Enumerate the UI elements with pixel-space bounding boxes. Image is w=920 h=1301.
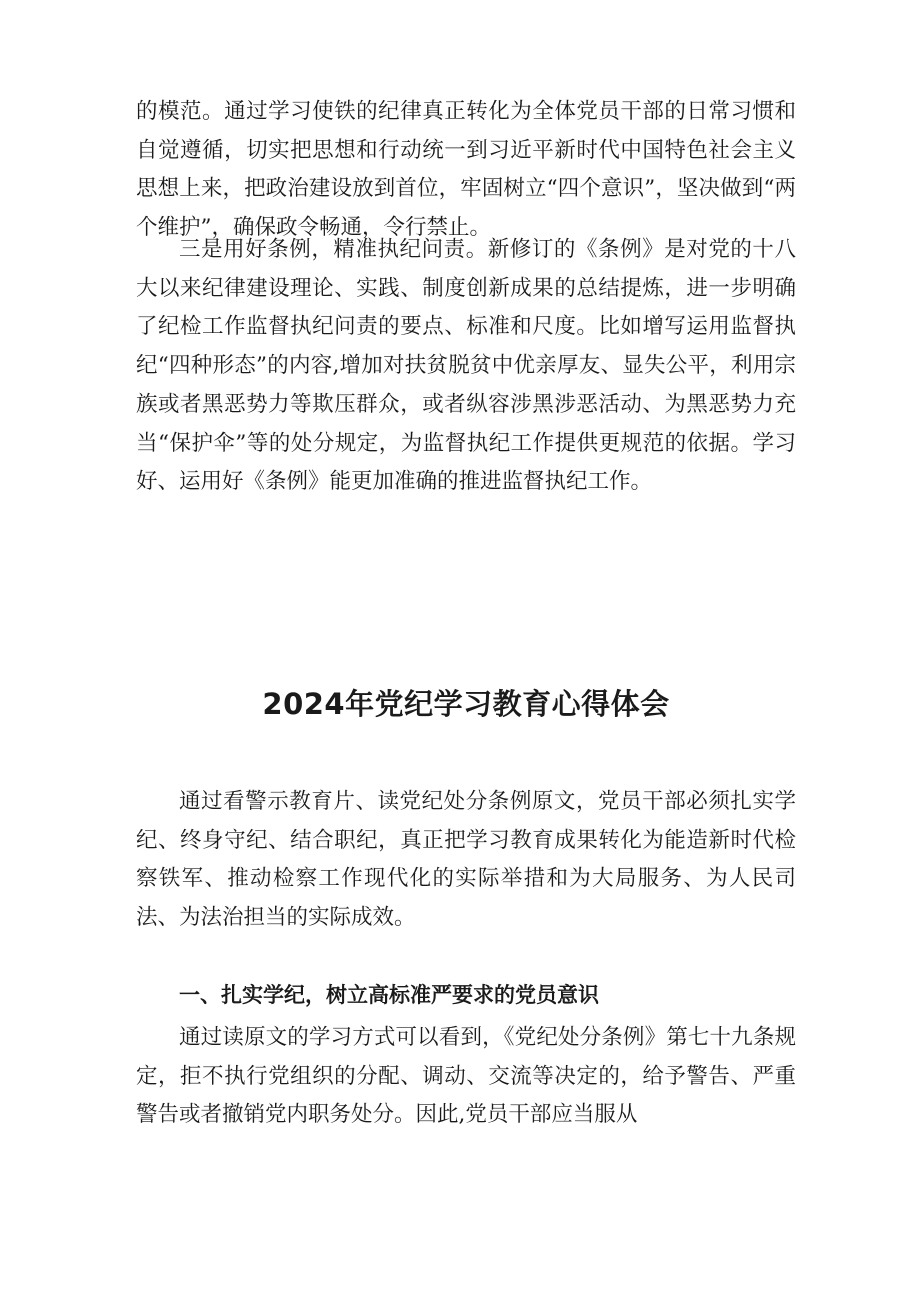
section-heading-one: 一、扎实学纪，树立高标准严要求的党员意识 — [179, 983, 599, 1007]
paragraph-continuation: 的模范。通过学习使铁的纪律真正转化为全体党员干部的日常习惯和自觉遵循，切实把思想和行动统一到习近平新时代中国特色社会主义思想上来，把政治建设放到首位，牢固树立“四个意识”，坚决做到“两个维护”，确保政令畅通，令行禁止。 — [136, 99, 796, 241]
paragraph-intro: 通过看警示教育片、读党纪处分条例原文，党员干部必须扎实学纪、终身守纪、结合职纪，真正把学习教育成果转化为能造新时代检察铁军、推动检察工作现代化的实际举措和为大局服务、为人民司法、为法治担当的实际成效。 — [136, 789, 796, 931]
paragraph-point-three: 三是用好条例，精准执纪问责。新修订的《条例》是对党的十八大以来纪律建设理论、实践、制度创新成果的总结提炼，进一步明确了纪检工作监督执纪问责的要点、标准和尺度。比如增写运用监督执纪“四种形态”的内容,增加对扶贫脱贫中优亲厚友、显失公平，利用宗族或者黑恶势力等欺压群众，或者纵容涉黑涉恶活动、为黑恶势力充当“保护伞”等的处分规定，为监督执纪工作提供更规范的依据。学习好、运用好《条例》能更加准确的推进监督执纪工作。 — [136, 237, 796, 495]
paragraph-section-one: 通过读原文的学习方式可以看到，《党纪处分条例》第七十九条规定，拒不执行党组织的分配、调动、交流等决定的，给予警告、严重警告或者撤销党内职务处分。因此,党员干部应当服从 — [136, 1025, 796, 1128]
document-title: 2024年党纪学习教育心得体会 — [262, 687, 670, 721]
